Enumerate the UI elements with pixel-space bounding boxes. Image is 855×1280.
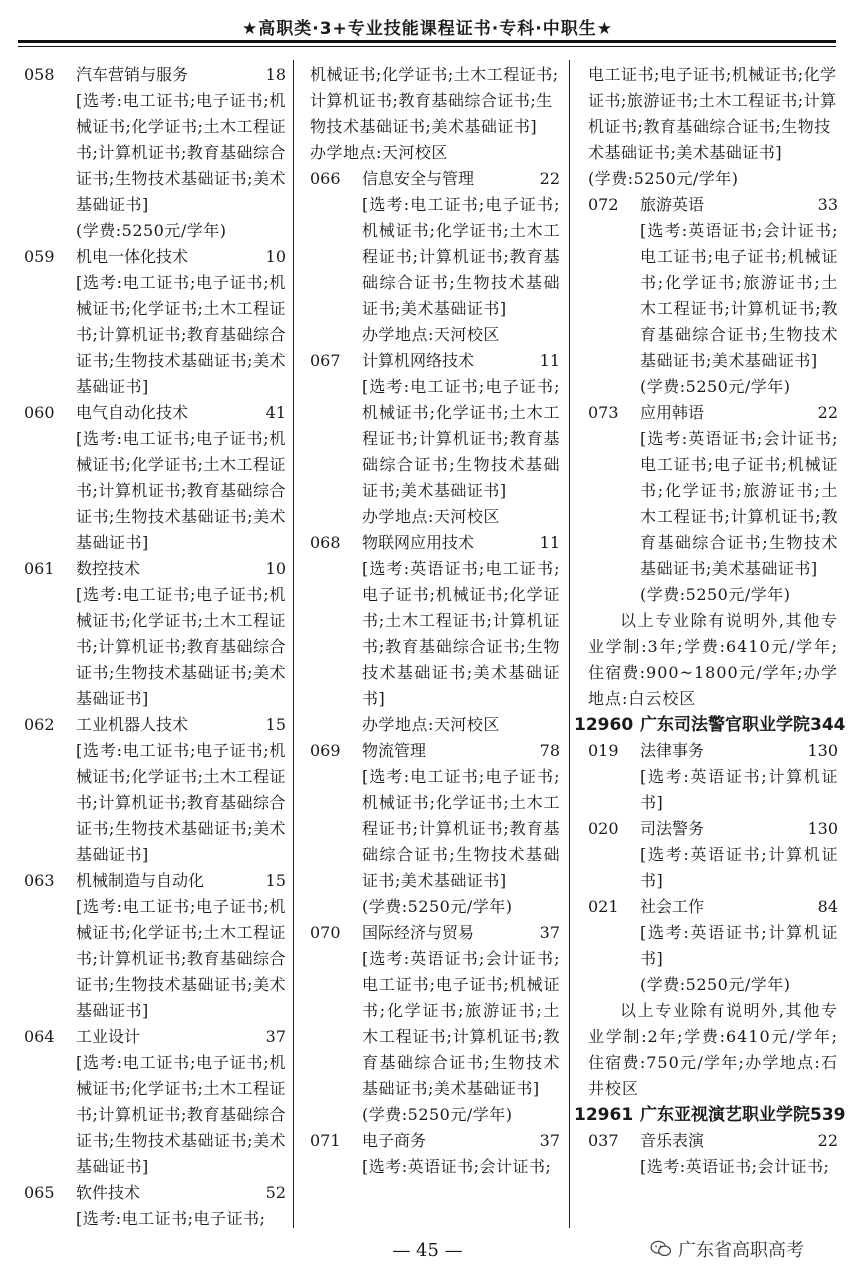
elective-certificates: [选考:英语证书;会计证书; (640, 1157, 830, 1176)
program-entry (24, 868, 286, 1024)
enrollment-count: 18 (265, 65, 286, 84)
program-code: 072 (588, 195, 619, 214)
program-code: 066 (310, 169, 341, 188)
elective-certificates: [选考:英语证书;会计证书; (362, 1157, 552, 1176)
program-entry (24, 1180, 286, 1232)
program-name: 旅游英语 (640, 195, 705, 214)
program-code: 058 (24, 65, 55, 84)
continued-certificates: 电工证书;电子证书;机械证书;化学证书;旅游证书;土木工程证书;计算机证书;教育基础综合证书;生物技术基础证书;美术基础证书] (588, 65, 837, 162)
program-entry (310, 166, 560, 348)
elective-certificates: [选考:电工证书;电子证书;机械证书;化学证书;土木工程证书;计算机证书;教育基础综合证书;生物技术基础证书;美术基础证书] (76, 897, 286, 1020)
school-header (574, 712, 846, 738)
program-code: 059 (24, 247, 55, 266)
program-note: 办学地点:天河校区 (310, 143, 448, 162)
program-header (24, 1180, 286, 1206)
enrollment-count: 22 (817, 403, 838, 422)
program-entry (24, 712, 286, 868)
enrollment-count: 130 (807, 741, 838, 760)
program-name: 机电一体化技术 (76, 247, 189, 266)
enrollment-count: 37 (265, 1027, 286, 1046)
header-rule-thick (18, 40, 836, 43)
program-header (588, 894, 838, 920)
wechat-icon (650, 1240, 672, 1258)
program-name: 计算机网络技术 (362, 351, 475, 370)
program-header (310, 738, 560, 764)
program-code: 020 (588, 819, 619, 838)
column-divider (569, 60, 570, 1228)
elective-certificates: [选考:英语证书;计算机证书] (640, 845, 838, 890)
program-code: 060 (24, 403, 55, 422)
elective-certificates: [选考:电工证书;电子证书;机械证书;化学证书;土木工程证书;计算机证书;教育基础综合证书;生物技术基础证书;美术基础证书] (76, 91, 286, 214)
program-entry (310, 1128, 560, 1180)
school-name: 广东亚视演艺职业学院 (640, 1105, 810, 1125)
program-entry (310, 348, 560, 530)
elective-certificates: [选考:电工证书;电子证书;机械证书;化学证书;土木工程证书;计算机证书;教育基础综合证书;生物技术基础证书;美术基础证书] (76, 741, 286, 864)
continued-certificates: 机械证书;化学证书;土木工程证书;计算机证书;教育基础综合证书;生物技术基础证书;美术基础证书] (310, 65, 559, 136)
program-entry (588, 192, 838, 400)
program-code: 063 (24, 871, 55, 890)
program-name: 国际经济与贸易 (362, 923, 475, 942)
elective-certificates: [选考:电工证书;电子证书;机械证书;化学证书;土木工程证书;计算机证书;教育基础综合证书;生物技术基础证书;美术基础证书] (76, 429, 286, 552)
column-2 (310, 62, 560, 1180)
elective-certificates: [选考:英语证书;会计证书;电工证书;电子证书;机械证书;化学证书;旅游证书;土木工程证书;计算机证书;教育基础综合证书;生物技术基础证书;美术基础证书] (362, 949, 560, 1098)
program-note: (学费:5250元/学年) (588, 169, 739, 188)
program-entry (24, 62, 286, 244)
enrollment-count: 52 (265, 1183, 286, 1202)
enrollment-count: 84 (817, 897, 838, 916)
program-note: (学费:5250元/学年) (640, 975, 791, 994)
elective-certificates: [选考:英语证书;电工证书;电子证书;机械证书;化学证书;土木工程证书;计算机证书;教育基础综合证书;生物技术基础证书;美术基础证书] (362, 559, 560, 708)
school-total-count: 344 (810, 715, 846, 735)
school-summary-paragraph: 以上专业除有说明外,其他专业学制:2年;学费:6410元/学年;住宿费:750元/学年;办学地点:石井校区 (588, 1001, 838, 1098)
program-header (310, 1128, 560, 1154)
program-code: 073 (588, 403, 619, 422)
school-name: 广东司法警官职业学院 (640, 715, 810, 735)
program-header (588, 192, 838, 218)
program-name: 物流管理 (362, 741, 427, 760)
program-code: 070 (310, 923, 341, 942)
enrollment-count: 78 (539, 741, 560, 760)
program-name: 电气自动化技术 (76, 403, 189, 422)
program-code: 068 (310, 533, 341, 552)
program-header (588, 816, 838, 842)
program-name: 法律事务 (640, 741, 705, 760)
program-entry (588, 400, 838, 608)
program-name: 机械制造与自动化 (76, 871, 205, 890)
elective-certificates: [选考:电工证书;电子证书;机械证书;化学证书;土木工程证书;计算机证书;教育基础综合证书;生物技术基础证书;美术基础证书] (362, 767, 560, 890)
elective-certificates: [选考:电工证书;电子证书;机械证书;化学证书;土木工程证书;计算机证书;教育基础综合证书;生物技术基础证书;美术基础证书] (76, 585, 286, 708)
enrollment-count: 11 (539, 351, 560, 370)
program-header (310, 920, 560, 946)
program-header (24, 556, 286, 582)
program-entry (588, 738, 838, 816)
column-3 (574, 62, 846, 1180)
enrollment-count: 15 (265, 871, 286, 890)
school-total-count: 539 (810, 1105, 846, 1125)
elective-certificates: [选考:电工证书;电子证书;机械证书;化学证书;土木工程证书;计算机证书;教育基础综合证书;生物技术基础证书;美术基础证书] (76, 1053, 286, 1176)
column-1 (24, 62, 286, 1232)
elective-certificates: [选考:英语证书;会计证书;电工证书;电子证书;机械证书;化学证书;旅游证书;土木工程证书;计算机证书;教育基础综合证书;生物技术基础证书;美术基础证书] (640, 429, 838, 578)
watermark-text: 广东省高职高考 (678, 1240, 804, 1261)
enrollment-count: 11 (539, 533, 560, 552)
program-header (310, 530, 560, 556)
program-name: 音乐表演 (640, 1131, 705, 1150)
enrollment-count: 37 (539, 1131, 560, 1150)
program-note: (学费:5250元/学年) (362, 1105, 513, 1124)
program-header (24, 712, 286, 738)
school-header (574, 1102, 846, 1128)
header-rule-thin (18, 46, 836, 47)
program-header (24, 244, 286, 270)
program-name: 电子商务 (362, 1131, 427, 1150)
program-name: 司法警务 (640, 819, 705, 838)
enrollment-count: 15 (265, 715, 286, 734)
page-number: — 45 — (392, 1240, 463, 1261)
program-entry (588, 894, 838, 998)
program-code: 069 (310, 741, 341, 760)
program-entry (24, 556, 286, 712)
elective-certificates: [选考:英语证书;计算机证书] (640, 923, 838, 968)
elective-certificates: [选考:电工证书;电子证书; (76, 1209, 266, 1228)
program-name: 软件技术 (76, 1183, 141, 1202)
program-entry (24, 244, 286, 400)
enrollment-count: 10 (265, 247, 286, 266)
program-code: 021 (588, 897, 619, 916)
program-entry (310, 738, 560, 920)
program-header (588, 738, 838, 764)
program-code: 037 (588, 1131, 619, 1150)
enrollment-count: 37 (539, 923, 560, 942)
program-name: 社会工作 (640, 897, 705, 916)
program-code: 065 (24, 1183, 55, 1202)
school-code: 12960 (574, 715, 634, 735)
program-note: 办学地点:天河校区 (362, 507, 500, 526)
program-header (24, 400, 286, 426)
program-note: 办学地点:天河校区 (362, 325, 500, 344)
program-name: 数控技术 (76, 559, 141, 578)
enrollment-count: 130 (807, 819, 838, 838)
program-entry (310, 920, 560, 1128)
program-header (24, 1024, 286, 1050)
program-note: (学费:5250元/学年) (362, 897, 513, 916)
program-entry (24, 1024, 286, 1180)
program-note: 办学地点:天河校区 (362, 715, 500, 734)
program-header (588, 400, 838, 426)
enrollment-count: 33 (817, 195, 838, 214)
enrollment-count: 22 (539, 169, 560, 188)
school-summary-paragraph: 以上专业除有说明外,其他专业学制:3年;学费:6410元/学年;住宿费:900~1800元/学年;办学地点:白云校区 (588, 611, 838, 708)
program-note: (学费:5250元/学年) (76, 221, 227, 240)
program-header (588, 1128, 838, 1154)
elective-certificates: [选考:英语证书;计算机证书] (640, 767, 838, 812)
program-entry (24, 400, 286, 556)
elective-certificates: [选考:电工证书;电子证书;机械证书;化学证书;土木工程证书;计算机证书;教育基础综合证书;生物技术基础证书;美术基础证书] (362, 195, 560, 318)
program-header (24, 868, 286, 894)
program-name: 工业设计 (76, 1027, 141, 1046)
program-name: 信息安全与管理 (362, 169, 475, 188)
enrollment-count: 10 (265, 559, 286, 578)
school-code: 12961 (574, 1105, 634, 1125)
program-entry (588, 816, 838, 894)
program-code: 067 (310, 351, 341, 370)
program-name: 工业机器人技术 (76, 715, 189, 734)
program-code: 062 (24, 715, 55, 734)
program-code: 064 (24, 1027, 55, 1046)
elective-certificates: [选考:电工证书;电子证书;机械证书;化学证书;土木工程证书;计算机证书;教育基础综合证书;生物技术基础证书;美术基础证书] (362, 377, 560, 500)
program-code: 019 (588, 741, 619, 760)
elective-certificates: [选考:电工证书;电子证书;机械证书;化学证书;土木工程证书;计算机证书;教育基础综合证书;生物技术基础证书;美术基础证书] (76, 273, 286, 396)
watermark (650, 1236, 804, 1262)
program-header (24, 62, 286, 88)
column-divider (293, 60, 294, 1228)
program-note: (学费:5250元/学年) (640, 377, 791, 396)
program-name: 汽车营销与服务 (76, 65, 189, 84)
program-header (310, 166, 560, 192)
program-code: 071 (310, 1131, 341, 1150)
program-name: 应用韩语 (640, 403, 705, 422)
program-name: 物联网应用技术 (362, 533, 475, 552)
enrollment-count: 41 (265, 403, 286, 422)
program-code: 061 (24, 559, 55, 578)
program-entry (310, 530, 560, 738)
elective-certificates: [选考:英语证书;会计证书;电工证书;电子证书;机械证书;化学证书;旅游证书;土木工程证书;计算机证书;教育基础综合证书;生物技术基础证书;美术基础证书] (640, 221, 838, 370)
page-header: ★高职类·3+专业技能课程证书·专科·中职生★ (242, 19, 613, 39)
program-header (310, 348, 560, 374)
program-note: (学费:5250元/学年) (640, 585, 791, 604)
program-entry (588, 1128, 838, 1180)
enrollment-count: 22 (817, 1131, 838, 1150)
